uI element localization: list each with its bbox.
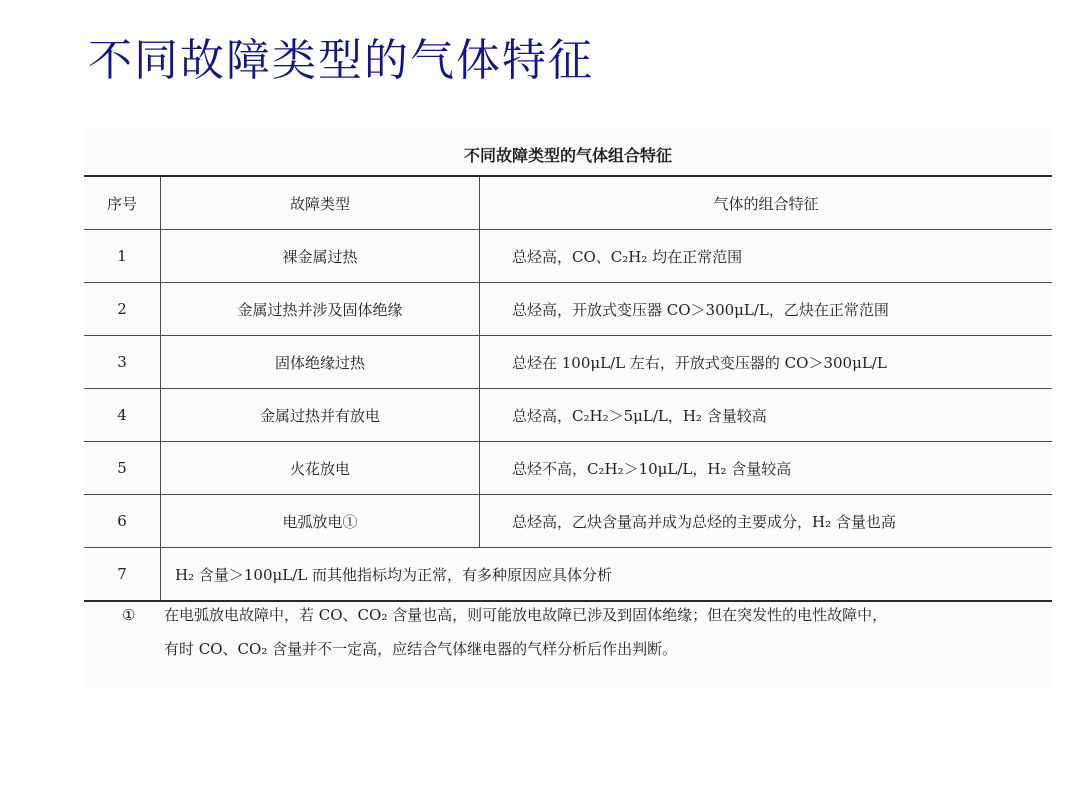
row-gas-feature: 总烃高，CO、C₂H₂ 均在正常范围 (480, 230, 1053, 283)
row-index: 4 (84, 389, 161, 442)
footnote-marker: ① (122, 606, 136, 624)
header-fault-type: 故障类型 (161, 176, 480, 230)
row-index: 2 (84, 283, 161, 336)
slide-title: 不同故障类型的气体特征 (88, 35, 594, 86)
header-index: 序号 (84, 176, 161, 230)
row-fault-type: 火花放电 (161, 442, 480, 495)
row-fault-type: 固体绝缘过热 (161, 336, 480, 389)
gas-feature-table (84, 175, 1052, 602)
table-row (84, 548, 1052, 602)
table-row (84, 283, 1052, 336)
table-footnote (122, 598, 1052, 666)
header-gas-feature: 气体的组合特征 (480, 176, 1053, 230)
footnote-line-1: 在电弧放电故障中，若 CO、CO₂ 含量也高，则可能放电故障已涉及到固体绝缘；但在突发性的电性故障中， (164, 606, 888, 624)
row-gas-feature: 总烃在 100μL/L 左右，开放式变压器的 CO＞300μL/L (480, 336, 1053, 389)
table-row (84, 336, 1052, 389)
row-fault-type: 金属过热并有放电 (161, 389, 480, 442)
row-index: 1 (84, 230, 161, 283)
footnote-line-2: 有时 CO、CO₂ 含量并不一定高，应结合气体继电器的气样分析后作出判断。 (164, 640, 678, 658)
table-row (84, 442, 1052, 495)
row-fault-type: 电弧放电① (161, 495, 480, 548)
row-fault-type: 裸金属过热 (161, 230, 480, 283)
row-index: 5 (84, 442, 161, 495)
row-merged-note: H₂ 含量＞100μL/L 而其他指标均为正常，有多种原因应具体分析 (161, 548, 1053, 602)
row-fault-type: 金属过热并涉及固体绝缘 (161, 283, 480, 336)
table-row (84, 389, 1052, 442)
row-index: 3 (84, 336, 161, 389)
row-gas-feature: 总烃不高，C₂H₂＞10μL/L，H₂ 含量较高 (480, 442, 1053, 495)
table-caption: 不同故障类型的气体组合特征 (463, 146, 672, 165)
table-header-row (84, 176, 1052, 230)
row-index: 6 (84, 495, 161, 548)
row-gas-feature: 总烃高，C₂H₂＞5μL/L，H₂ 含量较高 (480, 389, 1053, 442)
row-gas-feature: 总烃高，开放式变压器 CO＞300μL/L，乙炔在正常范围 (480, 283, 1053, 336)
table-row (84, 495, 1052, 548)
table-row (84, 230, 1052, 283)
row-index: 7 (84, 548, 161, 602)
row-gas-feature: 总烃高，乙炔含量高并成为总烃的主要成分，H₂ 含量也高 (480, 495, 1053, 548)
